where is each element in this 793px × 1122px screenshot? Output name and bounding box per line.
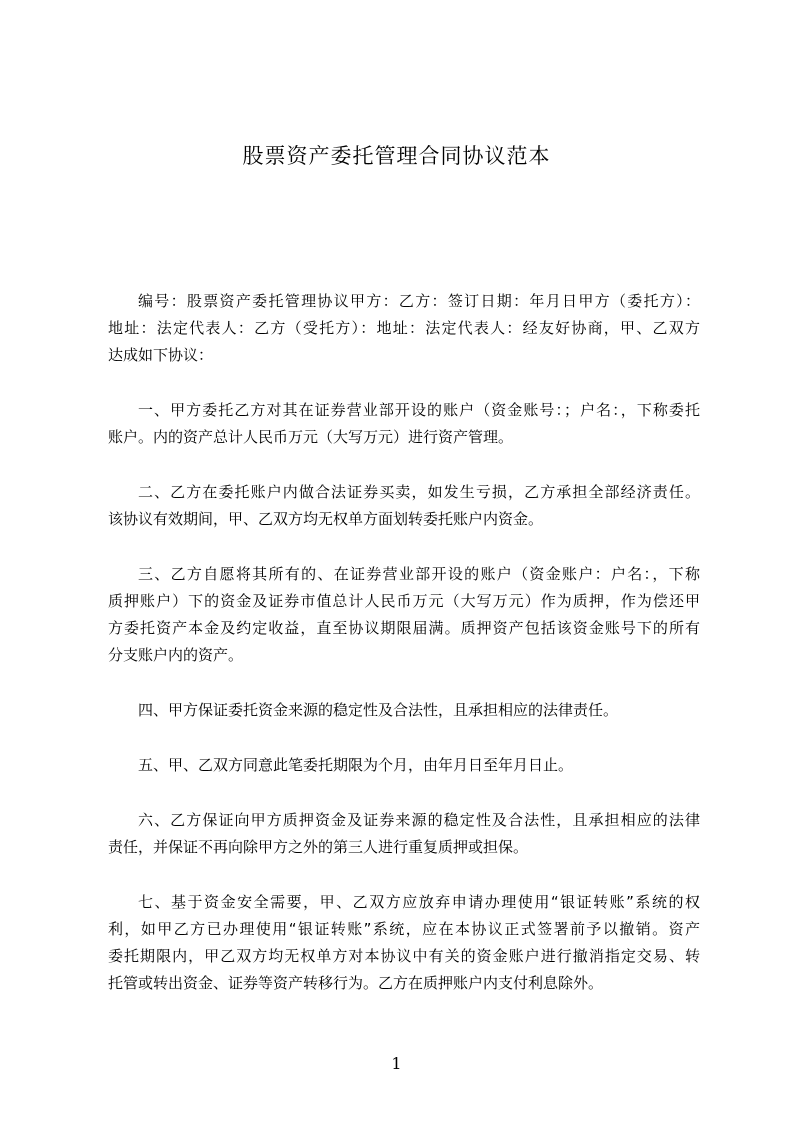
page-number: 1 (391, 1054, 402, 1073)
text-line: 方委托资产本金及约定收益，直至协议期限届满。质押资产包括该资金账号下的所有 (108, 619, 700, 637)
paragraph-clause-1 (108, 397, 700, 451)
text-line: 七、基于资金安全需要，甲、乙双方应放弃申请办理使用“银证转账”系统的权 (138, 893, 700, 911)
text-line: 委托期限内，甲乙双方均无权单方对本协议中有关的资金账户进行撤消指定交易、转 (108, 947, 700, 965)
text-line: 达成如下协议： (108, 346, 214, 364)
page-title: 股票资产委托管理合同协议范本 (242, 144, 551, 168)
text-line: 编号：股票资产委托管理协议甲方：乙方：签订日期：年月日甲方（委托方）： (138, 292, 700, 310)
paragraph-clause-5 (108, 752, 700, 779)
paragraph-clause-2 (108, 479, 700, 533)
text-line: 账户。内的资产总计人民币万元（大写万元）进行资产管理。 (108, 428, 514, 446)
text-line: 五、甲、乙双方同意此笔委托期限为个月，由年月日至年月日止。 (138, 756, 574, 774)
paragraph-clause-4 (108, 697, 700, 724)
text-line: 责任，并保证不再向除甲方之外的第三人进行重复质押或担保。 (108, 838, 529, 856)
text-line: 托管或转出资金、证券等资产转移行为。乙方在质押账户内支付利息除外。 (108, 974, 604, 992)
text-line: 地址：法定代表人：乙方（受托方）：地址：法定代表人：经友好协商，甲、乙双方 (108, 319, 700, 337)
paragraph-clause-7 (108, 889, 700, 997)
text-line: 质押账户）下的资金及证券市值总计人民币万元（大写万元）作为质押，作为偿还甲 (108, 592, 700, 610)
text-line: 分支账户内的资产。 (108, 646, 244, 664)
paragraph-clause-6 (108, 807, 700, 861)
text-line: 利，如甲乙方已办理使用“银证转账”系统，应在本协议正式签署前予以撤销。资产 (108, 920, 700, 938)
text-line: 四、甲方保证委托资金来源的稳定性及合法性，且承担相应的法律责任。 (138, 701, 619, 719)
text-line: 三、乙方自愿将其所有的、在证券营业部开设的账户（资金账户：户名：，下称 (138, 565, 700, 583)
paragraph-clause-3 (108, 561, 700, 669)
text-line: 一、甲方委托乙方对其在证券营业部开设的账户（资金账号：；户名：，下称委托 (138, 401, 700, 419)
document-body (108, 288, 700, 1025)
paragraph-preamble (108, 288, 700, 369)
text-line: 二、乙方在委托账户内做合法证券买卖，如发生亏损，乙方承担全部经济责任。 (138, 483, 700, 501)
text-line: 六、乙方保证向甲方质押资金及证券来源的稳定性及合法性，且承担相应的法律 (138, 811, 700, 829)
text-line: 该协议有效期间，甲、乙双方均无权单方面划转委托账户内资金。 (108, 510, 544, 528)
